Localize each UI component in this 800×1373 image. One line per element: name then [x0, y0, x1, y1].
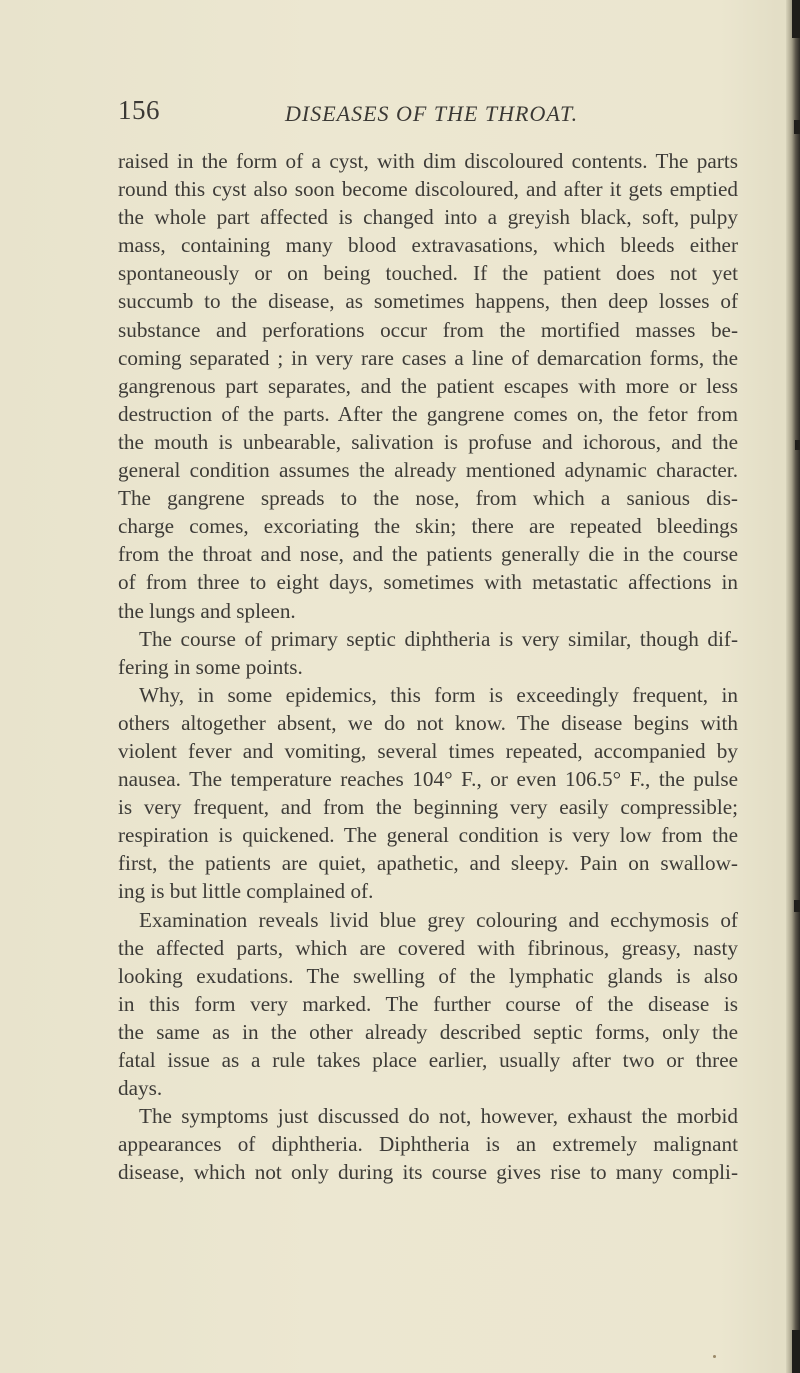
- text-line: destruction of the parts. After the gangrene comes on, the fetor from: [118, 401, 738, 426]
- text-line: first, the patients are quiet, apathetic, and sleepy. Pain on swallow-: [118, 851, 738, 876]
- text-line: coming separated ; in very rare cases a line of demarcation forms, the: [118, 345, 738, 370]
- text-line: the mouth is unbearable, salivation is profuse and ichorous, and the: [118, 429, 738, 454]
- text-line: charge comes, excoriating the skin; there are repeated bleedings: [118, 514, 738, 539]
- text-line: substance and perforations occur from the mortified masses be-: [118, 317, 738, 342]
- text-line: of from three to eight days, sometimes with metastatic affections in: [118, 570, 738, 595]
- text-line: ing is but little complained of.: [118, 879, 374, 904]
- text-line: days.: [118, 1076, 163, 1101]
- running-title: DISEASES OF THE THROAT.: [285, 101, 579, 126]
- text-line: the lungs and spleen.: [118, 598, 296, 623]
- text-line: general condition assumes the already mentioned adynamic character.: [118, 458, 738, 483]
- page-number: 156: [118, 95, 160, 125]
- text-line: violent fever and vomiting, several times repeated, accompanied by: [118, 738, 738, 763]
- paper-speck: [713, 1355, 716, 1358]
- text-line: others altogether absent, we do not know. The disease begins with: [118, 710, 738, 735]
- page-edge-shadow: [786, 0, 800, 1373]
- body-text: [118, 147, 738, 1186]
- page-header: [118, 95, 738, 135]
- text-line: nausea. The temperature reaches 104° F., or even 106.5° F., the pulse: [118, 767, 738, 792]
- text-line: the whole part affected is changed into a greyish black, soft, pulpy: [118, 205, 738, 230]
- text-line: The gangrene spreads to the nose, from which a sanious dis-: [118, 486, 738, 511]
- text-line: fering in some points.: [118, 654, 303, 679]
- text-line: is very frequent, and from the beginning very easily compressible;: [118, 795, 738, 820]
- text-line: in this form very marked. The further course of the disease is: [118, 991, 738, 1016]
- text-line: gangrenous part separates, and the patient escapes with more or less: [118, 373, 738, 398]
- text-line: The course of primary septic diphtheria is very similar, though dif-: [139, 626, 738, 651]
- text-line: appearances of diphtheria. Diphtheria is an extremely malignant: [118, 1132, 738, 1157]
- text-line: the same as in the other already described septic forms, only the: [118, 1019, 738, 1044]
- text-line: respiration is quickened. The general condition is very low from the: [118, 823, 738, 848]
- text-line: disease, which not only during its course gives rise to many compli-: [118, 1160, 738, 1185]
- text-line: the affected parts, which are covered with fibrinous, greasy, nasty: [118, 935, 738, 960]
- text-line: The symptoms just discussed do not, however, exhaust the morbid: [139, 1104, 738, 1129]
- text-line: fatal issue as a rule takes place earlier, usually after two or three: [118, 1048, 738, 1072]
- text-line: succumb to the disease, as sometimes happens, then deep losses of: [118, 289, 738, 314]
- text-line: mass, containing many blood extravasations, which bleeds either: [118, 233, 738, 258]
- text-line: round this cyst also soon become discoloured, and after it gets emptied: [118, 177, 738, 202]
- text-line: raised in the form of a cyst, with dim discoloured contents. The parts: [118, 149, 738, 173]
- text-line: looking exudations. The swelling of the lymphatic glands is also: [118, 963, 738, 988]
- text-line: from the throat and nose, and the patients generally die in the course: [118, 542, 738, 567]
- text-line: Why, in some epidemics, this form is exceedingly frequent, in: [139, 682, 738, 707]
- text-line: spontaneously or on being touched. If the patient does not yet: [118, 261, 738, 286]
- text-line: Examination reveals livid blue grey colouring and ecchymosis of: [139, 907, 738, 932]
